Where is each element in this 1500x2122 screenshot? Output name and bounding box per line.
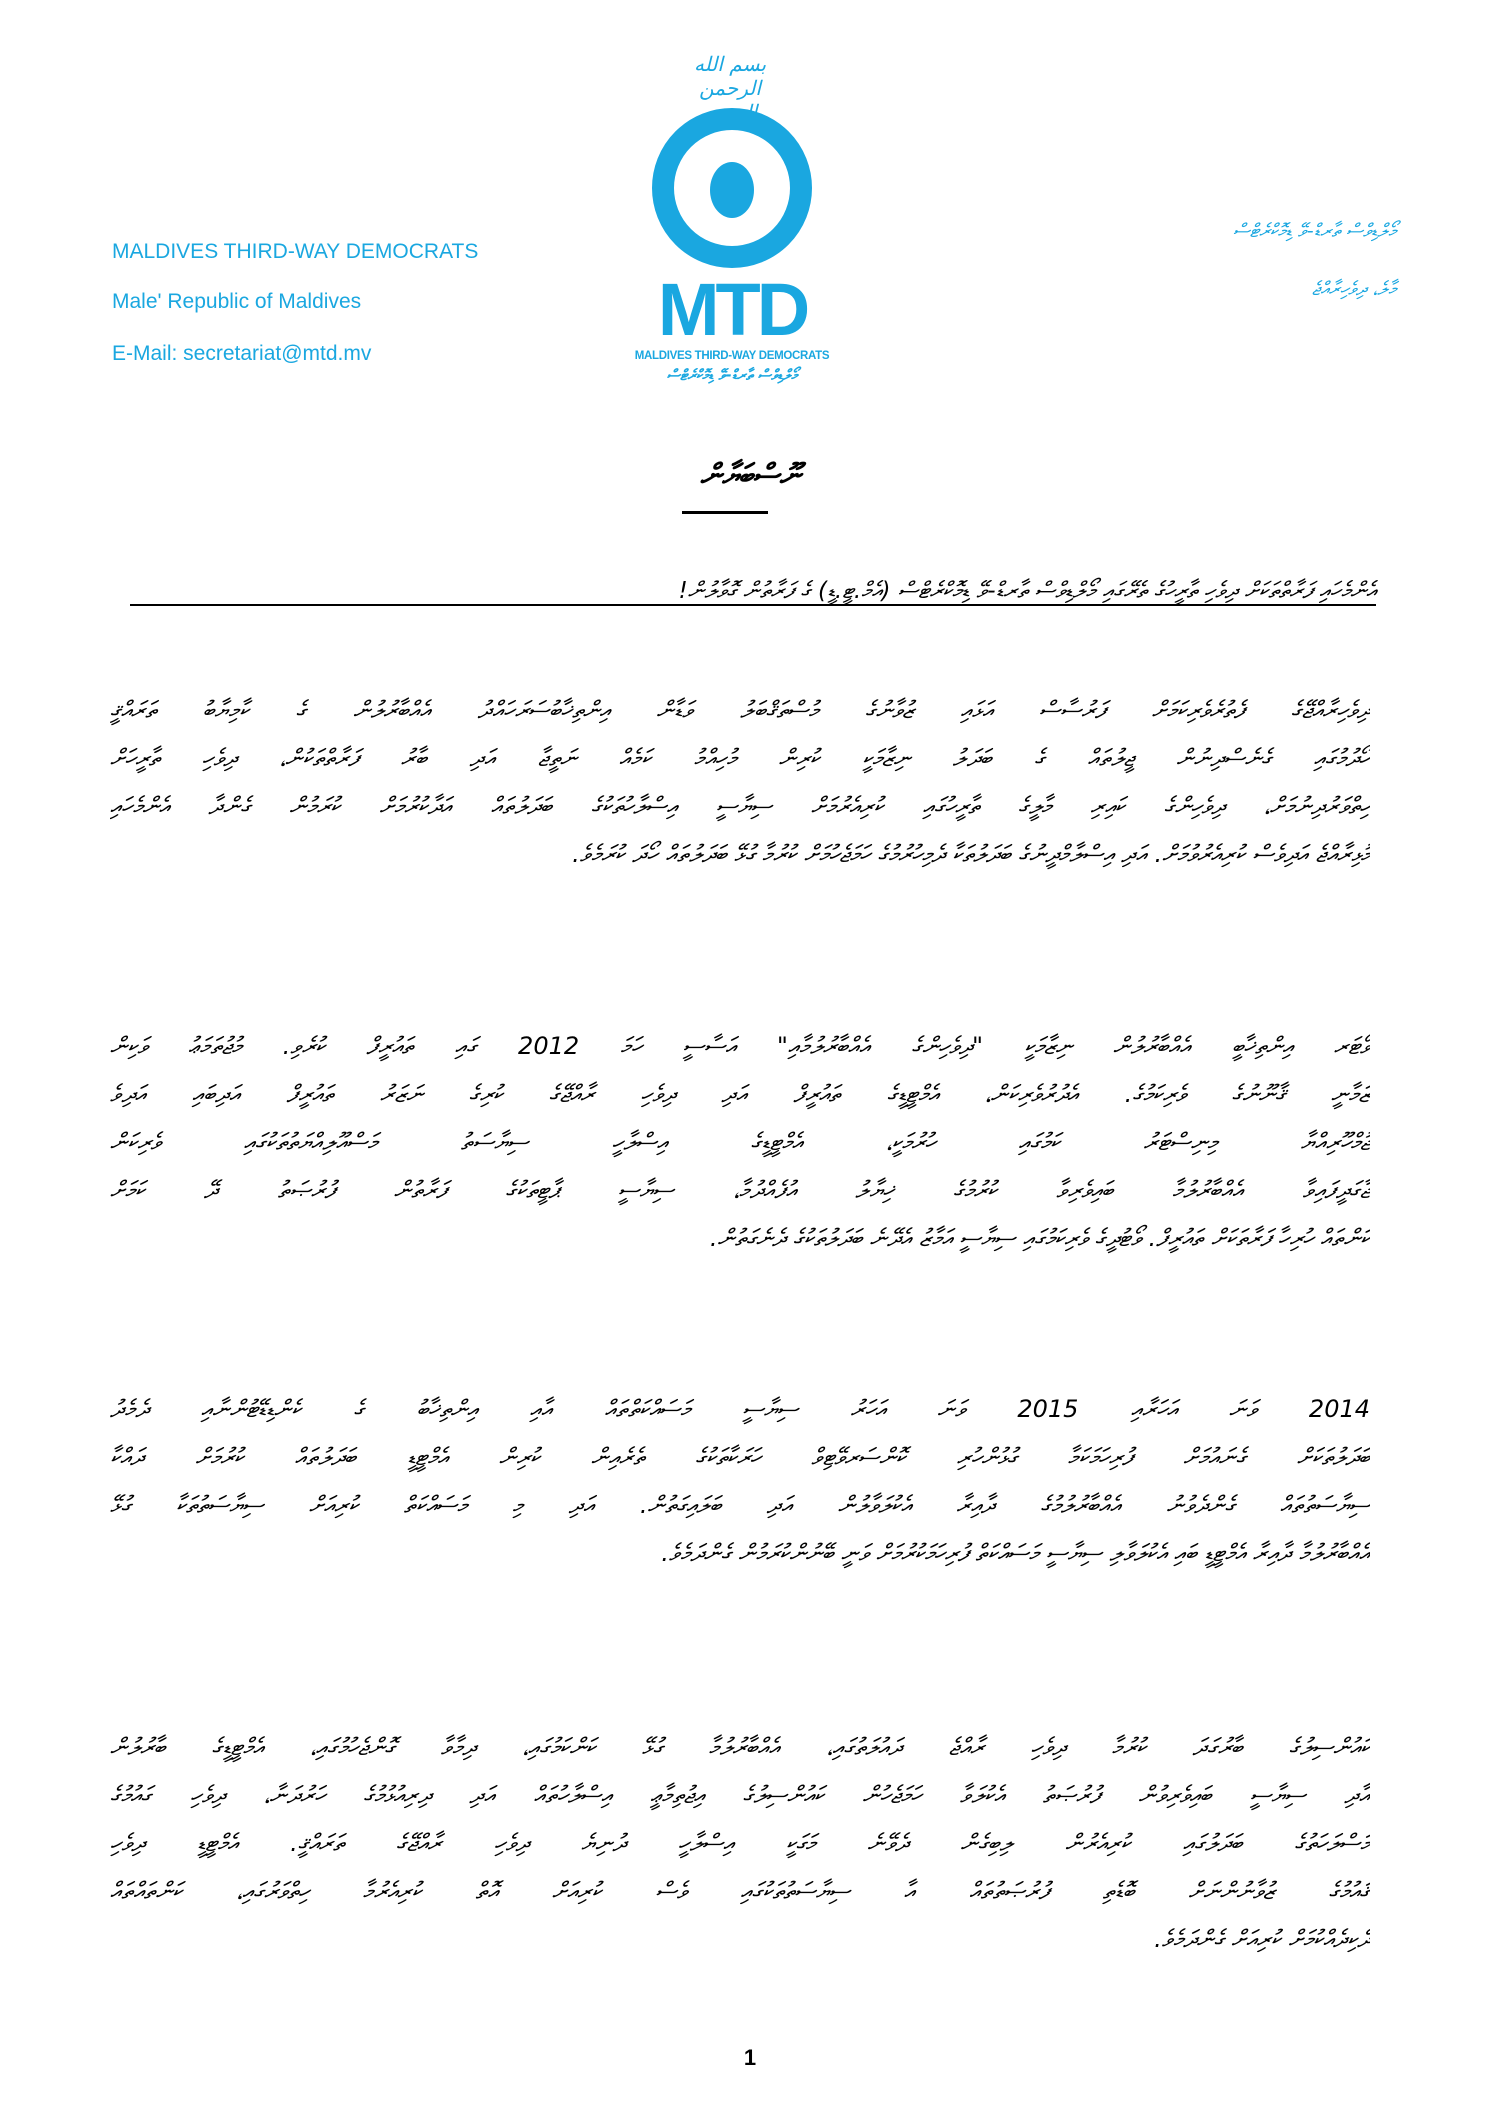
logo-wordmark: MTD xyxy=(657,268,807,351)
paragraph-2 xyxy=(110,1022,1370,1262)
paragraph-line: ޖާގަދީފައިވާ އެއްބާރުލުމާ ބައިވެރިވާ ކުރުމުގެ ޚިޔާލު އުފެއްދުމާ، ސިޔާސީ ޕާޓީތަކުގެ ފަރާތުން ފުރުޞަތު ދޭ ކަމަށް xyxy=(110,1176,1370,1204)
paragraph-line: މަސްލަހަތުގެ ބަދަލުގައި ކުރިއެރުން ލިބިގެން ދެވޭނެ މަގަކީ އިސްލާހީ ދުނިޔެ ދިވެހި ރާއްޖޭގެ ތަރައްޤީ. އެމްޓީޑީ ދިވެހި xyxy=(110,1829,1370,1857)
logo-caption-dv: މޯލްޑިވްސް ތާރޑް-ވޭ ޑިމޮކްރެޓްސް xyxy=(666,366,798,384)
paragraph-line: އެއްބާރުލުމާ ދާއިރާ އެމްޓީޑީ ބައި އެކުލަވާލި ސިޔާސީ މަސައްކަތް ފުރިހަމަކުރުމަށް ވަނީ ބޭނުންކުރަމުން ގެންދަމެވެ. xyxy=(661,1539,1370,1567)
paragraph-line: ކަންތައް ހުރިހާ ފަރާތަކަށް ތައުރީފް. ވޯޓުދީގެ ވެރިކަމުގައި ސިޔާސީ އަމާޒު އެދޭނެ ބަދަލުތަކުގެ ދެނެގަތުން. xyxy=(709,1224,1370,1252)
org-name-en: MALDIVES THIRD-WAY DEMOCRATS xyxy=(112,240,479,263)
paragraph-line: ޤައުމުގެ ޒުވާނުންނަށް ބޮޑެތި ފުރުޞަތުތައް އާ ސިޔާސަތުތަކުގައި ވެސް ކުރިއަށް އޮތް ކުރިއެރުމާ ހިތްވަރުގައި، ކަންތައްތައް xyxy=(110,1877,1370,1905)
logo-caption-en: MALDIVES THIRD-WAY DEMOCRATS xyxy=(634,350,830,362)
bismillah-calligraphy: بسم الله الرحمن الرحيم xyxy=(693,52,767,124)
paragraph-4 xyxy=(110,1723,1370,1963)
location-en: Male' Republic of Maldives xyxy=(112,290,362,313)
email-address: E-Mail: secretariat@mtd.mv xyxy=(112,342,372,365)
location-dv: މާލެ، ދިވެހިރާއްޖެ xyxy=(1311,278,1396,300)
paragraph-line: ސިޔާސަތުތައް ގެންދެވުނު އެއްބާރުލުމުގެ ދާއިރާ އެކުލަވާލުން އަދި ބަލައިގަތުން. އަދި މި މަސައްކަތް ކުރިއަށް ސިޔާސަތުތަކާ ގުޅޭ xyxy=(110,1491,1370,1519)
paragraph-line: ކައުންސިލުގެ ބާރުގަދަ ކުރުމާ ދިވެހި ރާއްޖެ ދައުލަތުގައި، އެއްބާރުލުމާ ގުޅޭ ކަންކަމުގައި، ދިމާވާ ގޮންޖެހުމުގައި، އެމްޓީޑީގެ ބާރުލުން xyxy=(110,1733,1370,1761)
document-subtitle: އެންމެހައި ފަރާތްތަކަށް ދިވެހި ތާރީހުގެ ތެރޭގައި މޯލްޑިވްސް ތާރޑް-ވޭ ޑިމޮކްރެޓްސް (އެމް.ޓީ.ޑީ) ގެ ފަރާތުން ގޮވާލުން! xyxy=(678,578,1376,604)
paragraph-line: އާދި ސިޔާސީ ބައިވެރިވުން ފުރުޞަތު އެކުލަވާ ހަމަޖެހުން ކައުންސިލުގެ އިޖުތިމާޢީ އިސްލާހުތައް އަދި ދިރިއުޅުމުގެ ހަރުދަނާ، ދިވެހި ގައުމުގެ xyxy=(110,1781,1370,1809)
paragraph-line: ދިވެހިރާއްޖޭގެ ފެތުރެވެރިކަމަށް ފަރުސާސް އަޅައި ޒުވާނުގެ މުސްތަޤްބަލު ވަޑާން އިންތިޚާބުސަރަހައްދު އެއްބާރުލުން ގެ ކާމިޔާބު ތަރައްޤީ xyxy=(110,696,1370,724)
paragraph-line: 2014 ވަނަ އަހަރާއި 2015 ވަނަ އަހަރު ސިޔާސީ މަސައްކަތްތައް އާއި އިންތިޚާބު ގެ ކެންޑިޑޭޓުންނާއި ދެމެދު xyxy=(110,1395,1370,1423)
paragraph-line: ބަދަލުތަކަށް ގެނައުމަށް ފުރިހަމަކަމާ ގުޅުންހުރި ކޮންސަރވޭޓިވް ހަރަކާތަކުގެ ތެރެއިން ކުރިން އެމްޓީޑީ ބަދަލުތައް ކުރުމަށް ދައްކާ xyxy=(110,1443,1370,1471)
paragraph-line: މުޅިރާއްޖެ އަދިވެސް ކުރިއެރުވުމަށް. އަދި އިސްލާމްދީނުގެ ބަދަލުތަކާ ދެމިހުރުމުގެ ހަމަޖެހުމަށް ކުރުމާ ގުޅޭ ބަދަލުތައް ހޯދަ ކުރަމެވެ. xyxy=(572,840,1370,868)
org-name-dv: މޯލްޑިވްސް ތާރޑް-ވޭ ޑިމޮކްރެޓްސް xyxy=(1232,220,1396,242)
paragraph-line: ވޯޓަރ އިންތިޚާބީ އެއްބާރުލުން ނިޒާމަކީ "ދިވެހިންގެ އެއްބާރުލުމާއި" އަސާސީ ހަމަ 2012 ގައި ތައުރީފް ކުރެވި. މުޖުތަމަޢު ވަކިން xyxy=(110,1032,1370,1060)
logo-dot-icon xyxy=(710,162,754,218)
paragraph-line: ދެކިދެއްކުމަށް ކުރިއަށް ގެންދަމެވެ. xyxy=(1154,1925,1370,1953)
paragraph-1 xyxy=(110,686,1370,878)
page-number: 1 xyxy=(743,2045,757,2070)
paragraph-line: ހިތްވަރުދިނުމަށް، ދިވެހިންގެ ކައިރި މާލީގެ ތާރީހުގައި ކުރިއެރުމަށް ސިޔާސީ އިސްލާހުތަކުގެ ބަދަލުތައް އަދާކުރުމަށް ކުރަމުން ގެންދާ އެންމެހައި xyxy=(110,792,1370,820)
paragraph-3 xyxy=(110,1385,1370,1577)
paragraph-line: ޒަމާނީ ޤާނޫނުގެ ވެރިކަމުގެ. އެދުރުވެރިކަން، އެމްޓީޑީގެ ތައުރީފް އަދި ދިވެހި ރާއްޖޭގެ ކުރިގެ ނަޒަރު ތައުރީފް އަދިބައި އަދިވެ xyxy=(110,1080,1370,1108)
document-title: ނޫސްބަޔާން xyxy=(700,458,800,493)
paragraph-line: ޖުމްހޫރިއްޔާ މިނިސްޓަރު ކަމުގައި ހުރުމަކީ، އެމްޓީޑީގެ އިސްލާހީ ސިޔާސަތު މަސްއޫލިއްޔަތުތަކުގައި ވެރިކަން xyxy=(110,1128,1370,1156)
title-underline xyxy=(682,511,768,514)
subtitle-underline xyxy=(130,604,1376,606)
paragraph-line: ހޯދުމުގައި ގެނެސްދިނުން ޖީލުތައް ގެ ބަދަލު ނިޒާމަކީ ކުރިން މުހިއްމު ކަމެއް ނަތީޖާ އަދި ބާރު ފަރާތްތަކުން، ދިވެހި ތާރީހަށް xyxy=(110,744,1370,772)
